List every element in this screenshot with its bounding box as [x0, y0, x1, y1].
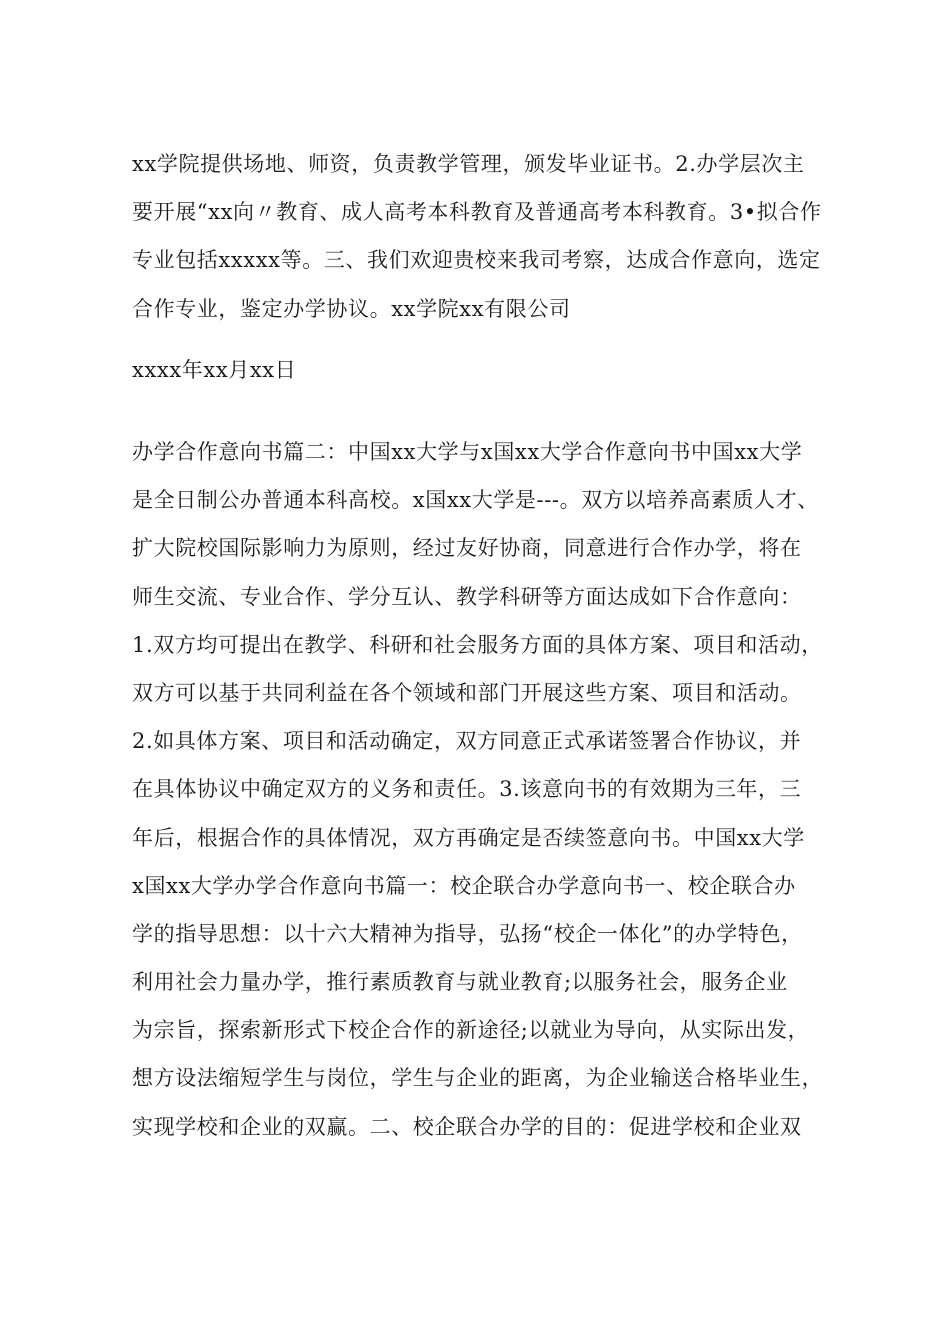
text-line: 1.双方均可提出在教学、科研和社会服务方面的具体方案、项目和活动，	[132, 632, 823, 657]
text-line: 为宗旨，探索新形式下校企合作的新途径;以就业为导向，从实际出发，	[132, 1018, 810, 1043]
text-line: 在具体协议中确定双方的义务和责任。3.该意向书的有效期为三年，三	[132, 777, 802, 802]
text-line: 利用社会力量办学，推行素质教育与就业教育;以服务社会，服务企业	[132, 970, 788, 995]
text-line: 是全日制公办普通本科高校。x国xx大学是---。双方以培养高素质人才、	[132, 488, 819, 513]
text-line: 学的指导思想：以十六大精神为指导，弘扬“校企一体化”的办学特色，	[132, 921, 803, 946]
text-line: 想方设法缩短学生与岗位，学生与企业的距离，为企业输送合格毕业生，	[132, 1066, 824, 1091]
text-line: 师生交流、专业合作、学分互认、教学科研等方面达成如下合作意向：	[132, 584, 802, 609]
date-block	[132, 346, 832, 394]
text-line: 双方可以基于共同利益在各个领域和部门开展这些方案、项目和活动。	[132, 680, 802, 705]
text-line: xx学院提供场地、师资，负责教学管理，颁发毕业证书。2.办学层次主	[132, 152, 805, 176]
text-line: 实现学校和企业的双赢。二、校企联合办学的目的：促进学校和企业双	[132, 1114, 802, 1139]
text-line: 要开展“xx向〃教育、成人高考本科教育及普通高考本科教育。3•拟合作	[132, 200, 822, 225]
paragraph-intent-letter	[132, 428, 832, 1151]
date-line: xxxx年xx月xx日	[132, 358, 297, 382]
text-line: 扩大院校国际影响力为原则，经过友好协商，同意进行合作办学，将在	[132, 536, 802, 561]
text-line: 年后，根据合作的具体情况，双方再确定是否续签意向书。中国xx大学	[132, 825, 805, 850]
text-line: 办学合作意向书篇二：中国xx大学与x国xx大学合作意向书中国xx大学	[132, 440, 803, 464]
text-line: x国xx大学办学合作意向书篇一：校企联合办学意向书一、校企联合办	[132, 873, 796, 898]
text-line: 2.如具体方案、项目和活动确定，双方同意正式承诺签署合作协议，并	[132, 729, 802, 754]
text-line: 专业包括xxxxx等。三、我们欢迎贵校来我司考察，达成合作意向，选定	[132, 248, 821, 273]
paragraph-cooperation-terms	[132, 140, 832, 333]
text-line: 合作专业，鉴定办学协议。xx学院xx有限公司	[132, 296, 571, 321]
